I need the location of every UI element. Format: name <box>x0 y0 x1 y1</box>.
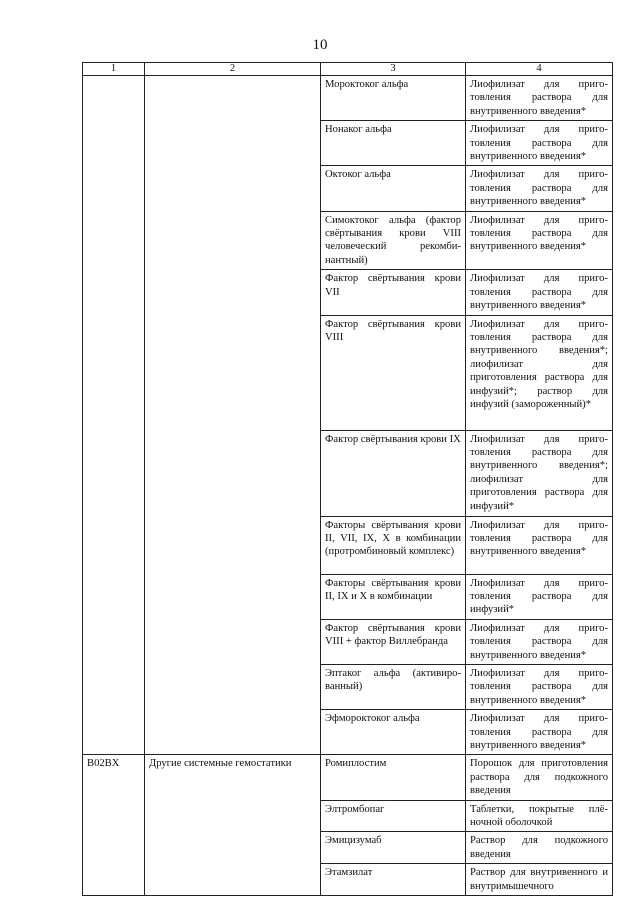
dosage-form-cell <box>466 211 613 270</box>
drug-name-cell <box>321 574 466 619</box>
drug-name-cell <box>321 619 466 664</box>
drug-name-cell-text: Фактор свёртывания крови VII <box>325 273 461 298</box>
dosage-form-cell <box>466 76 613 121</box>
drug-name-cell-text: Ромиплостим <box>325 758 387 770</box>
drug-name-cell <box>321 121 466 166</box>
dosage-form-cell-text: Раствор для подкожного введения <box>470 835 608 860</box>
drug-name-cell <box>321 516 466 574</box>
group-cell-empty <box>145 76 321 755</box>
dosage-form-cell-text: Лиофилизат для приготовления раствора для внутривенного введения* <box>470 519 608 558</box>
page-number: 10 <box>312 37 328 53</box>
drug-name-cell <box>321 800 466 832</box>
drug-name-cell-text: Мороктоког альфа <box>325 79 409 90</box>
dosage-form-cell <box>466 664 613 709</box>
dosage-form-cell-text: Лиофилизат для приготовления раствора для внутривенного введения* <box>470 214 608 253</box>
dosage-form-cell-text: Лиофилизат для приготовления раствора для внутривенного введения*; лиофилизат для приготовления раствора для инфузий* <box>470 433 608 512</box>
drug-name-cell <box>321 76 466 121</box>
atc-code-cell-text: B02BX <box>87 758 120 770</box>
dosage-form-cell <box>466 315 613 430</box>
drug-name-cell-text: Эфмороктоког альфа <box>325 713 420 725</box>
dosage-form-cell-text: Таблетки, покрытые плёночной оболочкой <box>470 803 608 828</box>
drug-name-cell-text: Эптаког альфа (активированный) <box>325 667 461 693</box>
drug-name-cell <box>321 755 466 800</box>
drug-name-cell <box>321 430 466 516</box>
dosage-form-cell <box>466 864 613 896</box>
drug-name-cell-text: Фактор свёртывания крови VIII + фактор Виллебранда <box>325 622 461 648</box>
drug-name-cell-text: Элтромбопаг <box>325 803 385 815</box>
dosage-form-cell <box>466 574 613 619</box>
dosage-form-cell-text: Раствор для внутривенного и внутримышечного <box>470 867 608 892</box>
dosage-form-cell-text: Лиофилизат для приготовления раствора для внутривенного введения* <box>470 79 608 117</box>
drug-name-cell-text: Октоког альфа <box>325 169 391 181</box>
dosage-form-cell-text: Порошок для приготовления раствора для подкожного введения <box>470 758 608 797</box>
column-header-3: 3 <box>321 63 466 76</box>
drug-name-cell <box>321 315 466 430</box>
column-header-1: 1 <box>83 63 145 76</box>
atc-code-cell <box>83 755 145 896</box>
drug-name-cell <box>321 664 466 709</box>
group-name-cell-text: Другие системные гемостатики <box>149 758 292 770</box>
drug-name-cell-text: Фактор свёртывания крови VIII <box>325 318 461 343</box>
dosage-form-cell-text: Лиофилизат для приготовления раствора для внутривенного введения* <box>470 169 608 208</box>
drug-name-cell <box>321 270 466 315</box>
dosage-form-cell <box>466 270 613 315</box>
dosage-form-cell <box>466 166 613 211</box>
drug-name-cell <box>321 211 466 270</box>
code-cell-empty <box>83 76 145 755</box>
dosage-form-cell-text: Лиофилизат для приготовления раствора для внутривенного введения* <box>470 713 608 751</box>
dosage-form-cell <box>466 710 613 755</box>
drug-name-cell-text: Эмицизумаб <box>325 835 382 847</box>
table-row <box>83 76 613 121</box>
drug-name-cell-text: Факторы свёртывания крови II, VII, IX, X в комбинации (протромбиновый комплекс) <box>325 519 461 558</box>
dosage-form-cell <box>466 516 613 574</box>
dosage-form-cell-text: Лиофилизат для приготовления раствора для внутривенного введения* <box>470 124 608 163</box>
dosage-form-cell-text: Лиофилизат для приготовления раствора для инфузий* <box>470 577 608 616</box>
drug-name-cell-text: Факторы свёртывания крови II, IX и X в комбинации <box>325 577 461 602</box>
dosage-form-cell <box>466 755 613 800</box>
dosage-form-cell <box>466 832 613 864</box>
drug-name-cell-text: Симоктоког альфа (фактор свёртывания крови VIII человеческий рекомбинантный) <box>325 214 461 266</box>
drug-name-cell <box>321 166 466 211</box>
drug-name-cell <box>321 710 466 755</box>
drug-name-cell-text: Этамзилат <box>325 867 373 879</box>
drug-name-cell <box>321 832 466 864</box>
drug-table <box>82 62 613 896</box>
drug-name-cell <box>321 864 466 896</box>
table-row <box>83 755 613 800</box>
table-header-row <box>83 63 613 76</box>
dosage-form-cell-text: Лиофилизат для приготовления раствора для внутривенного введения* <box>470 667 608 706</box>
column-header-4: 4 <box>466 63 613 76</box>
group-name-cell <box>145 755 321 896</box>
dosage-form-cell-text: Лиофилизат для приготовления раствора для внутривенного введения* <box>470 622 608 661</box>
drug-name-cell-text: Фактор свёртывания крови IX <box>325 433 461 445</box>
dosage-form-cell-text: Лиофилизат для приготовления раствора для внутривенного введения*; лиофилизат для приготовления раствора для инфузий*; раствор для инфузий (замороженный)* <box>470 318 608 410</box>
drug-name-cell-text: Нонаког альфа <box>325 124 392 136</box>
dosage-form-cell-text: Лиофилизат для приготовления раствора для внутривенного введения* <box>470 273 608 312</box>
column-header-2: 2 <box>145 63 321 76</box>
dosage-form-cell <box>466 121 613 166</box>
dosage-form-cell <box>466 430 613 516</box>
dosage-form-cell <box>466 800 613 832</box>
table-body <box>83 76 613 896</box>
dosage-form-cell <box>466 619 613 664</box>
